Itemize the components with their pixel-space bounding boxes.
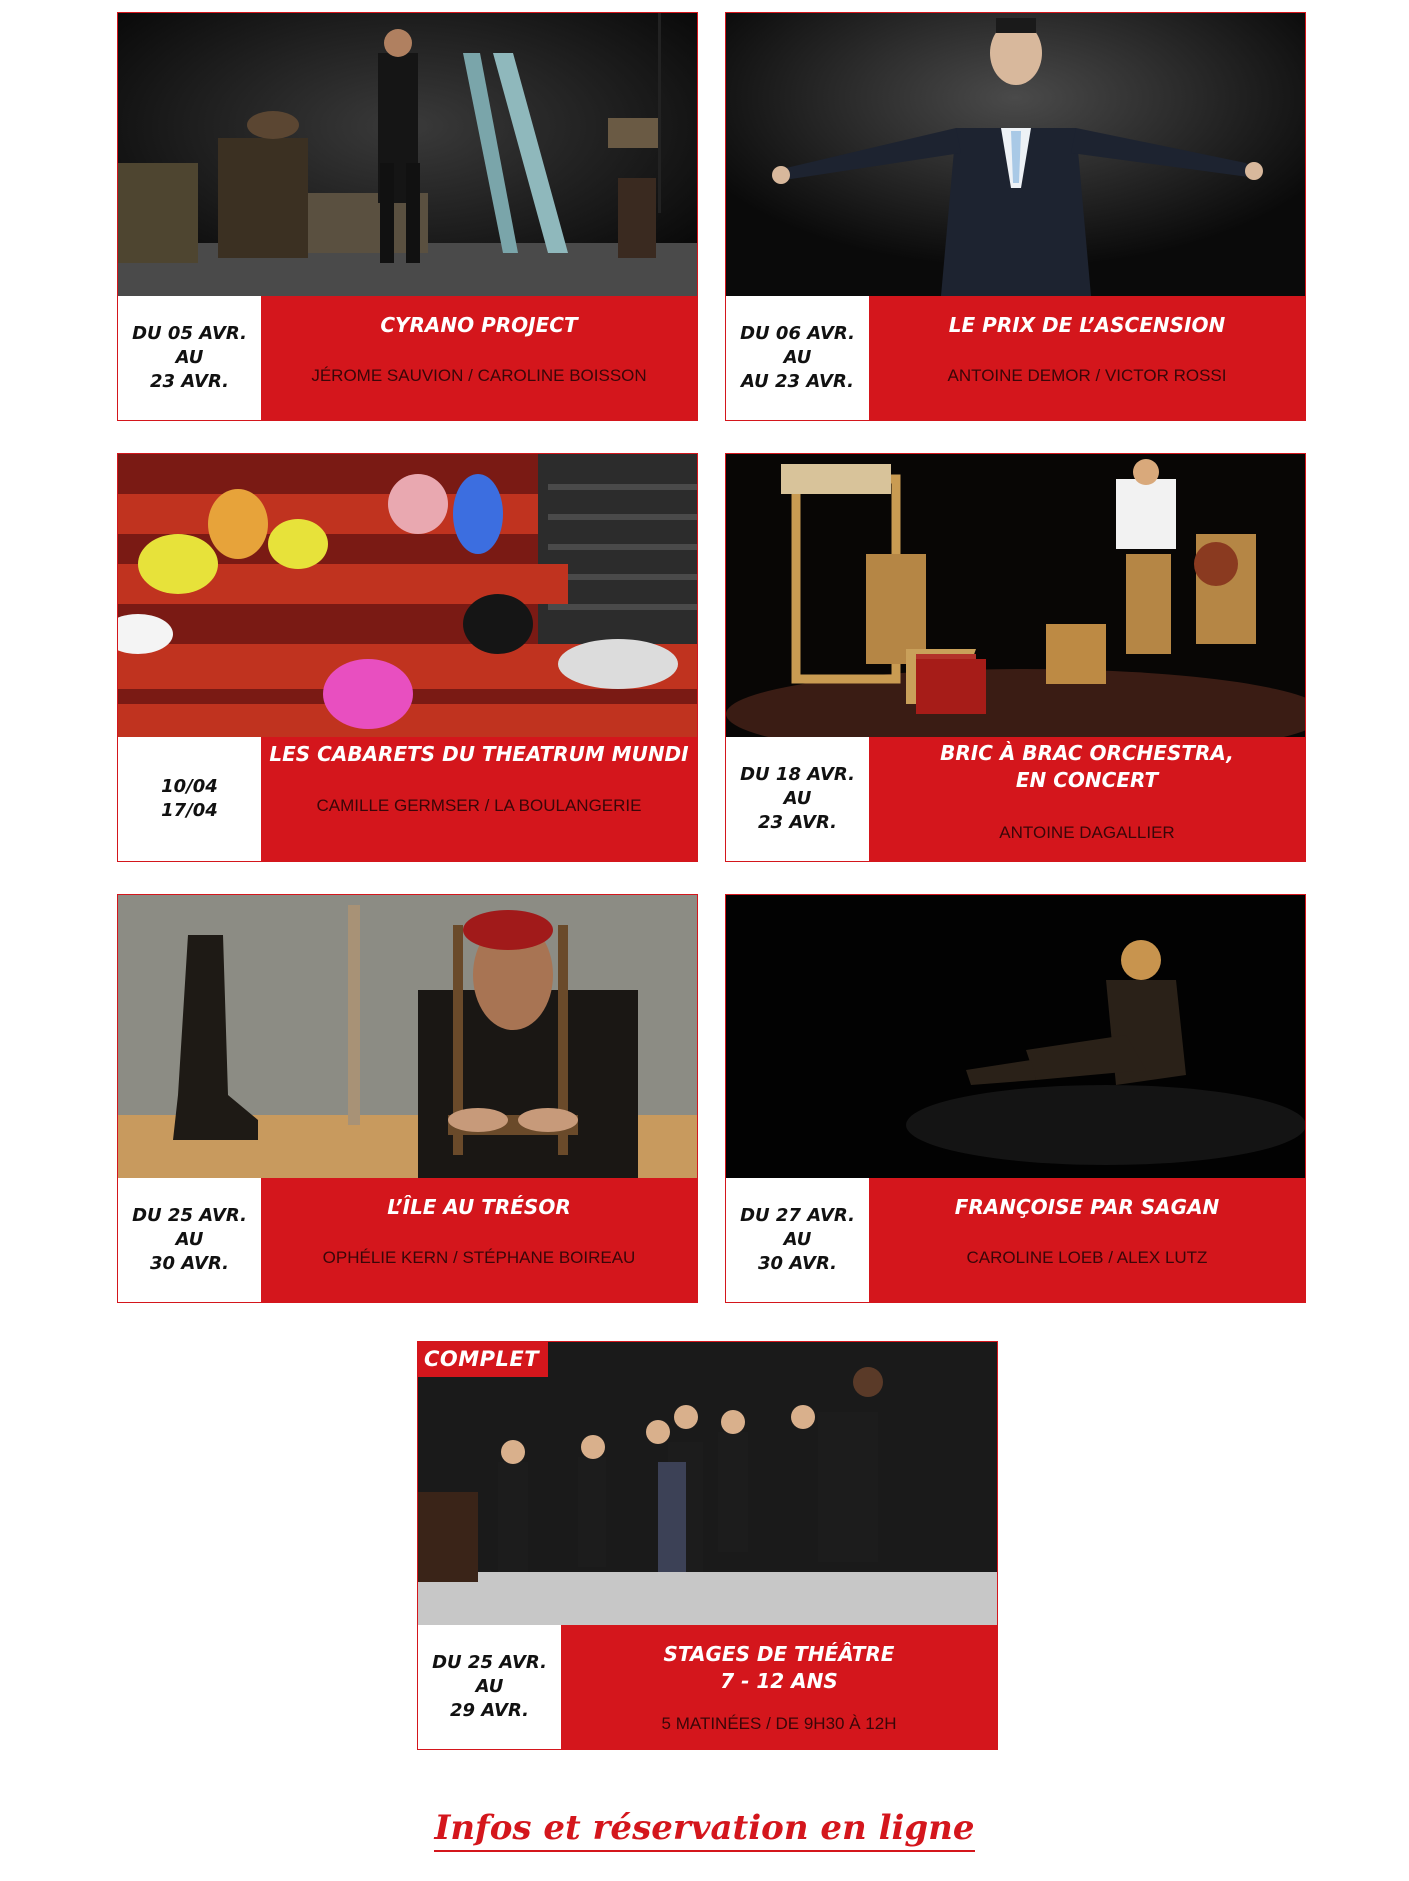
event-credits: JÉROME SAUVION / CAROLINE BOISSON	[311, 366, 647, 385]
event-card-cyrano-project[interactable]	[117, 12, 698, 421]
event-date: DU 25 AVR. AU 29 AVR.	[418, 1625, 561, 1749]
event-photo	[726, 13, 1305, 296]
event-info	[118, 296, 697, 420]
event-title[interactable]: LE PRIX DE L’ASCENSION	[948, 313, 1226, 337]
event-card-stages-de-theatre[interactable]	[417, 1341, 998, 1750]
event-card-bric-a-brac-orchestra[interactable]	[725, 453, 1306, 862]
event-date: DU 27 AVR. AU 30 AVR.	[726, 1178, 869, 1302]
event-credits: ANTOINE DEMOR / VICTOR ROSSI	[947, 366, 1227, 385]
event-title[interactable]: CYRANO PROJECT	[380, 313, 578, 337]
event-details	[261, 296, 697, 420]
event-photo	[726, 895, 1305, 1178]
event-photo	[118, 13, 697, 296]
booking-link-container	[0, 1808, 1409, 1848]
event-date: DU 25 AVR. AU 30 AVR.	[118, 1178, 261, 1302]
event-credits: CAROLINE LOEB / ALEX LUTZ	[966, 1248, 1208, 1267]
event-date: 10/04 17/04	[118, 737, 261, 861]
event-details	[561, 1625, 997, 1749]
event-photo	[118, 454, 697, 737]
event-title[interactable]: L’ÎLE AU TRÉSOR	[387, 1195, 571, 1219]
event-title[interactable]: FRANÇOISE PAR SAGAN	[954, 1195, 1220, 1219]
event-details	[869, 737, 1305, 861]
event-date: DU 18 AVR. AU 23 AVR.	[726, 737, 869, 861]
event-info	[726, 737, 1305, 861]
event-photo	[118, 895, 697, 1178]
event-date: DU 05 AVR. AU 23 AVR.	[118, 296, 261, 420]
event-card-les-cabarets-du-theatrum-mundi[interactable]	[117, 453, 698, 862]
event-info	[726, 1178, 1305, 1302]
event-info	[118, 1178, 697, 1302]
event-title[interactable]: BRIC À BRAC ORCHESTRA, EN CONCERT	[940, 741, 1234, 792]
event-card-francoise-par-sagan[interactable]	[725, 894, 1306, 1303]
event-credits: OPHÉLIE KERN / STÉPHANE BOIREAU	[322, 1248, 636, 1267]
event-card-l-ile-au-tresor[interactable]	[117, 894, 698, 1303]
event-credits: ANTOINE DAGALLIER	[999, 823, 1175, 842]
event-details	[261, 737, 697, 861]
event-photo	[418, 1342, 997, 1625]
event-details	[261, 1178, 697, 1302]
event-title[interactable]: STAGES DE THÉÂTRE 7 - 12 ANS	[663, 1642, 895, 1693]
status-badge: COMPLET	[418, 1342, 548, 1377]
event-card-le-prix-de-l-ascension[interactable]	[725, 12, 1306, 421]
event-photo	[726, 454, 1305, 737]
booking-link[interactable]: Infos et réservation en ligne	[434, 1808, 974, 1852]
event-date: DU 06 AVR. AU AU 23 AVR.	[726, 296, 869, 420]
event-credits: CAMILLE GERMSER / LA BOULANGERIE	[316, 796, 642, 815]
event-details	[869, 296, 1305, 420]
event-details	[869, 1178, 1305, 1302]
event-info	[726, 296, 1305, 420]
event-info	[118, 737, 697, 861]
event-credits: 5 MATINÉES / DE 9H30 À 12H	[661, 1714, 897, 1733]
event-title[interactable]: LES CABARETS DU THEATRUM MUNDI	[269, 742, 689, 766]
event-info	[418, 1625, 997, 1749]
